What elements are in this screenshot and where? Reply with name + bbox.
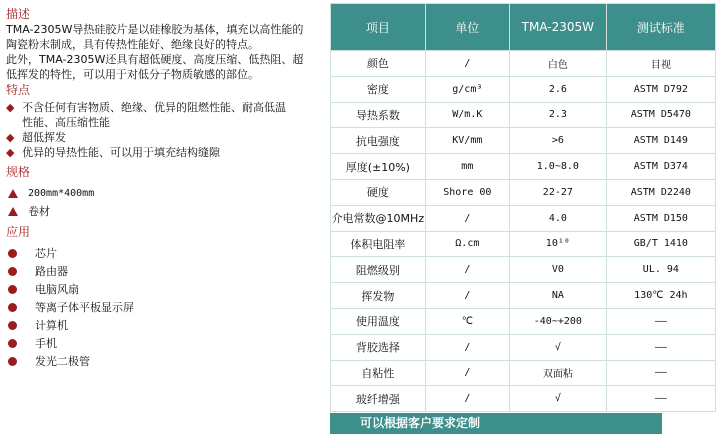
application-item (6, 334, 324, 352)
specification-table (330, 3, 716, 412)
cell-unit: / (425, 334, 509, 360)
cell-unit: Ω.cm (425, 231, 509, 257)
cell-standard: ASTM D2240 (606, 179, 715, 205)
table-row (331, 231, 716, 257)
feature-text: 优异的导热性能、可以用于填充结构缝隙 (22, 146, 220, 159)
table-row (331, 76, 716, 102)
cell-unit: KV/mm (425, 128, 509, 154)
cell-value: V0 (509, 257, 606, 283)
dot-bullet-icon (8, 321, 17, 330)
customization-banner: 可以根据客户要求定制 (330, 413, 662, 434)
cell-item: 厚度(±10%) (331, 154, 426, 180)
header-standard: 测试标准 (606, 4, 715, 51)
cell-standard: 目视 (606, 51, 715, 77)
cell-item: 密度 (331, 76, 426, 102)
cell-standard: ASTM D374 (606, 154, 715, 180)
cell-item: 抗电强度 (331, 128, 426, 154)
cell-value: 22-27 (509, 179, 606, 205)
table-row (331, 334, 716, 360)
table-row (331, 308, 716, 334)
cell-unit: / (425, 257, 509, 283)
application-item (6, 262, 324, 280)
header-unit: 单位 (425, 4, 509, 51)
feature-text: 性能、高压缩性能 (22, 116, 110, 129)
cell-value: 双面粘 (509, 360, 606, 386)
application-text: 芯片 (35, 246, 57, 260)
cell-standard: ASTM D149 (606, 128, 715, 154)
cell-unit: W/m.K (425, 102, 509, 128)
description-text (6, 22, 324, 82)
application-item (6, 316, 324, 334)
cell-value: √ (509, 386, 606, 412)
feature-item (6, 115, 324, 130)
diamond-bullet-icon: ◆ (6, 101, 15, 114)
cell-item: 阻燃级别 (331, 257, 426, 283)
application-text: 手机 (35, 336, 57, 350)
cell-standard: 130℃ 24h (606, 283, 715, 309)
cell-value: 1.0~8.0 (509, 154, 606, 180)
table-row (331, 386, 716, 412)
triangle-bullet-icon (8, 189, 18, 198)
dot-bullet-icon (8, 267, 17, 276)
application-text: 计算机 (35, 318, 68, 332)
cell-value: 白色 (509, 51, 606, 77)
cell-standard: ASTM D150 (606, 205, 715, 231)
cell-standard: ASTM D792 (606, 76, 715, 102)
spec-text: 卷材 (28, 204, 50, 218)
diamond-bullet-icon: ◆ (6, 131, 15, 144)
header-item: 项目 (331, 4, 426, 51)
cell-standard: ASTM D5470 (606, 102, 715, 128)
cell-unit: ℃ (425, 308, 509, 334)
cell-standard: —— (606, 360, 715, 386)
cell-item: 挥发物 (331, 283, 426, 309)
feature-text: 超低挥发 (22, 131, 66, 144)
spec-list (6, 184, 324, 220)
cell-value: √ (509, 334, 606, 360)
spec-item (6, 184, 324, 202)
cell-item: 硬度 (331, 179, 426, 205)
cell-standard: —— (606, 386, 715, 412)
cell-item: 背胶选择 (331, 334, 426, 360)
cell-standard: UL. 94 (606, 257, 715, 283)
application-text: 等离子体平板显示屏 (35, 300, 134, 314)
feature-item (6, 100, 324, 115)
application-heading: 应用 (6, 225, 31, 239)
cell-item: 自粘性 (331, 360, 426, 386)
specification-table-wrapper (330, 3, 716, 412)
cell-item: 介电常数@10MHz (331, 205, 426, 231)
product-description-panel (6, 6, 324, 370)
cell-item: 体积电阻率 (331, 231, 426, 257)
table-row (331, 102, 716, 128)
cell-item: 颜色 (331, 51, 426, 77)
cell-unit: Shore 00 (425, 179, 509, 205)
table-body (331, 51, 716, 412)
table-row (331, 205, 716, 231)
application-text: 路由器 (35, 264, 68, 278)
application-item (6, 244, 324, 262)
description-line: 陶瓷粉末制成，具有传热性能好、绝缘良好的特点。 (6, 38, 259, 51)
application-item (6, 352, 324, 370)
cell-standard: —— (606, 334, 715, 360)
application-text: 电脑风扇 (35, 282, 79, 296)
table-row (331, 128, 716, 154)
cell-unit: / (425, 386, 509, 412)
description-heading: 描述 (6, 7, 31, 21)
cell-value: 2.6 (509, 76, 606, 102)
cell-unit: / (425, 51, 509, 77)
triangle-bullet-icon (8, 207, 18, 216)
dot-bullet-icon (8, 339, 17, 348)
description-line: 此外，TMA-2305W还具有超低硬度、高度压缩、低热阻、超 (6, 53, 304, 66)
cell-item: 导热系数 (331, 102, 426, 128)
table-row (331, 283, 716, 309)
dot-bullet-icon (8, 303, 17, 312)
table-row (331, 51, 716, 77)
cell-unit: / (425, 205, 509, 231)
cell-unit: mm (425, 154, 509, 180)
description-line: TMA-2305W导热硅胶片是以硅橡胶为基体，填充以高性能的 (6, 23, 304, 36)
cell-value: 2.3 (509, 102, 606, 128)
table-row (331, 257, 716, 283)
application-text: 发光二极管 (35, 354, 90, 368)
cell-standard: GB/T 1410 (606, 231, 715, 257)
header-model: TMA-2305W (509, 4, 606, 51)
table-header-row (331, 4, 716, 51)
application-item (6, 280, 324, 298)
cell-unit: / (425, 360, 509, 386)
dot-bullet-icon (8, 357, 17, 366)
cell-value: >6 (509, 128, 606, 154)
cell-unit: g/cm³ (425, 76, 509, 102)
application-list (6, 244, 324, 370)
cell-value: NA (509, 283, 606, 309)
feature-text: 不含任何有害物质、绝缘、优异的阻燃性能、耐高低温 (22, 101, 286, 114)
features-heading: 特点 (6, 83, 31, 97)
table-row (331, 179, 716, 205)
table-row (331, 360, 716, 386)
dot-bullet-icon (8, 249, 17, 258)
application-item (6, 298, 324, 316)
cell-item: 使用温度 (331, 308, 426, 334)
features-list (6, 100, 324, 160)
cell-value: -40~+200 (509, 308, 606, 334)
dot-bullet-icon (8, 285, 17, 294)
description-line: 低挥发的特性，可以用于对低分子物质敏感的部位。 (6, 68, 259, 81)
cell-unit: / (425, 283, 509, 309)
feature-item (6, 130, 324, 145)
spec-text: 200mm*400mm (28, 187, 95, 199)
cell-standard: —— (606, 308, 715, 334)
cell-value: 4.0 (509, 205, 606, 231)
spec-item (6, 202, 324, 220)
cell-item: 玻纤增强 (331, 386, 426, 412)
spec-heading: 规格 (6, 165, 31, 179)
cell-value: 10¹⁰ (509, 231, 606, 257)
feature-item (6, 145, 324, 160)
diamond-bullet-icon: ◆ (6, 146, 15, 159)
table-row (331, 154, 716, 180)
